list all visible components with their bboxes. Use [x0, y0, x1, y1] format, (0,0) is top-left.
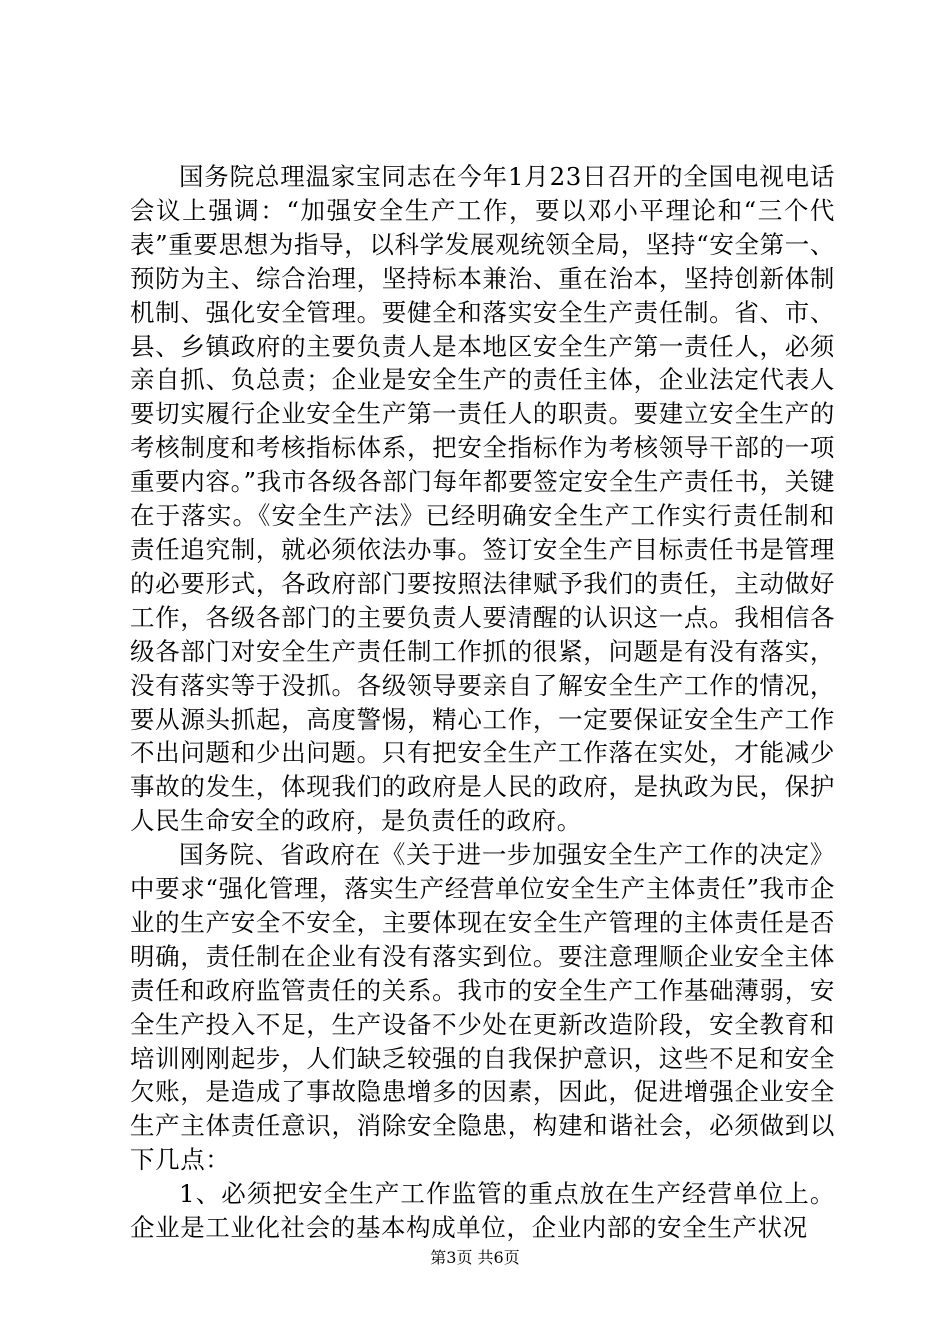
document-body	[130, 160, 835, 1245]
page-footer: 第3页 共6页	[430, 1248, 520, 1267]
paragraph-2: 国务院、省政府在《关于进一步加强安全生产工作的决定》中要求“强化管理，落实生产经营单位安全生产主体责任”我市企业的生产安全不安全，主要体现在安全生产管理的主体责任是否明确，责任制在企业有没有落实到位。要注意理顺企业安全主体责任和政府监管责任的关系。我市的安全生产工作基础薄弱，安全生产投入不足，生产设备不少处在更新改造阶段，安全教育和培训刚刚起步，人们缺乏较强的自我保护意识，这些不足和安全欠账，是造成了事故隐患增多的因素，因此，促进增强企业安全生产主体责任意识，消除安全隐患，构建和谐社会，必须做到以下几点：	[130, 840, 835, 1175]
paragraph-3: 1、必须把安全生产工作监管的重点放在生产经营单位上。企业是工业化社会的基本构成单位，企业内部的安全生产状况	[130, 1179, 835, 1243]
paragraph-1: 国务院总理温家宝同志在今年1月23日召开的全国电视电话会议上强调：“加强安全生产工作，要以邓小平理论和“三个代表”重要思想为指导，以科学发展观统领全局，坚持“安全第一、预防为主、综合治理，坚持标本兼治、重在治本，坚持创新体制机制、强化安全管理。要健全和落实安全生产责任制。省、市、县、乡镇政府的主要负责人是本地区安全生产第一责任人，必须亲自抓、负总责；企业是安全生产的责任主体，企业法定代表人要切实履行企业安全生产第一责任人的职责。要建立安全生产的考核制度和考核指标体系，把安全指标作为考核领导干部的一项重要内容。”我市各级各部门每年都要签定安全生产责任书，关键在于落实。《安全生产法》已经明确安全生产工作实行责任制和责任追究制，就必须依法办事。签订安全生产目标责任书是管理的必要形式，各政府部门要按照法律赋予我们的责任，主动做好工作，各级各部门的主要负责人要清醒的认识这一点。我相信各级各部门对安全生产责任制工作抓的很紧，问题是有没有落实，没有落实等于没抓。各级领导要亲自了解安全生产工作的情况，要从源头抓起，高度警惕，精心工作，一定要保证安全生产工作不出问题和少出问题。只有把安全生产工作落在实处，才能减少事故的发生，体现我们的政府是人民的政府，是执政为民，保护人民生命安全的政府，是负责任的政府。	[130, 162, 835, 836]
